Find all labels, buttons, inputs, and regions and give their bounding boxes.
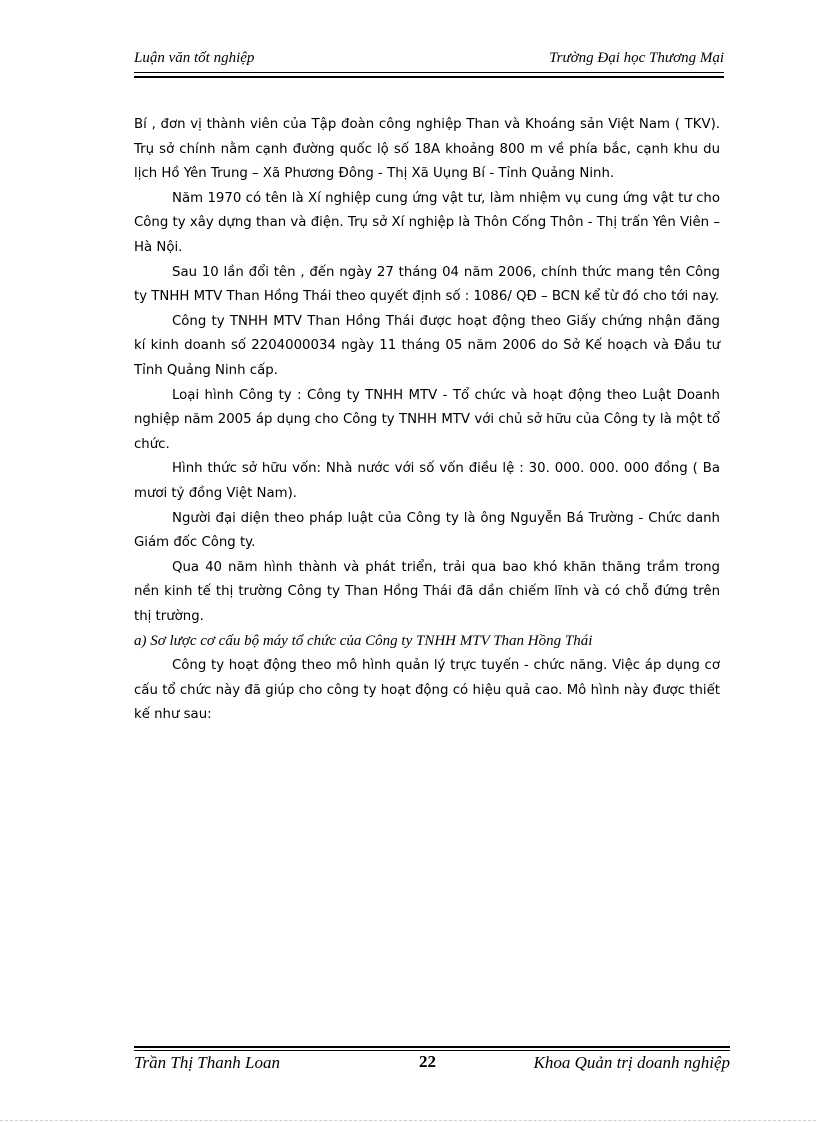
footer-department: Khoa Quản trị doanh nghiệp [533, 1053, 730, 1072]
footer-author: Trần Thị Thanh Loan [134, 1053, 280, 1072]
header-divider [134, 72, 724, 78]
page-header [134, 46, 724, 72]
section-heading: a) Sơ lược cơ cấu bộ máy tổ chức của Công ty TNHH MTV Than Hồng Thái [134, 633, 593, 650]
header-thesis-title: Luận văn tốt nghiệp [134, 50, 255, 66]
paragraph: Công ty TNHH MTV Than Hồng Thái được hoạt động theo Giấy chứng nhận đăng kí kinh doanh số 2204000034 ngày 11 tháng 05 năm 2006 do Sở Kế hoạch và Đầu tư Tỉnh Quảng Ninh cấp. [134, 313, 720, 378]
paragraph: Công ty hoạt động theo mô hình quản lý trực tuyến - chức năng. Việc áp dụng cơ cấu tổ chức này đã giúp cho công ty hoạt động có hiệu quả cao. Mô hình này được thiết kế như sau: [134, 658, 720, 723]
document-body [134, 113, 720, 728]
page-number: 22 [419, 1052, 436, 1071]
paragraph: Người đại diện theo pháp luật của Công ty là ông Nguyễn Bá Trường - Chức danh Giám đốc Công ty. [134, 510, 720, 551]
page-footer [134, 1052, 730, 1078]
page-edge [0, 1120, 816, 1121]
paragraph: Sau 10 lần đổi tên , đến ngày 27 tháng 04 năm 2006, chính thức mang tên Công ty TNHH MTV Than Hồng Thái theo quyết định số : 1086/ QĐ – BCN kể từ đó cho tới nay. [134, 264, 720, 305]
paragraph: Loại hình Công ty : Công ty TNHH MTV - Tổ chức và hoạt động theo Luật Doanh nghiệp năm 2005 áp dụng cho Công ty TNHH MTV với chủ sở hữu của Công ty là một tổ chức. [134, 387, 720, 452]
paragraph: Bí , đơn vị thành viên của Tập đoàn công nghiệp Than và Khoáng sản Việt Nam ( TKV). Trụ sở chính nằm cạnh đường quốc lộ số 18A khoảng 800 m về phía bắc, cạnh khu du lịch Hồ Yên Trung – Xã Phương Đông - Thị Xã Uụng Bí - Tỉnh Quảng Ninh. [134, 117, 720, 182]
header-university: Trường Đại học Thương Mại [549, 50, 724, 66]
paragraph: Qua 40 năm hình thành và phát triển, trải qua bao khó khăn thăng trầm trong nền kinh tế thị trường Công ty Than Hồng Thái đã dần chiếm lĩnh và có chỗ đứng trên thị trường. [134, 559, 720, 624]
paragraph: Năm 1970 có tên là Xí nghiệp cung ứng vật tư, làm nhiệm vụ cung ứng vật tư cho Công ty xây dựng than và điện. Trụ sở Xí nghiệp là Thôn Cống Thôn - Thị trấn Yên Viên – Hà Nội. [134, 190, 720, 255]
footer-divider [134, 1046, 730, 1051]
paragraph: Hình thức sở hữu vốn: Nhà nước với số vốn điều lệ : 30. 000. 000. 000 đồng ( Ba mươi tỷ đồng Việt Nam). [134, 461, 720, 501]
